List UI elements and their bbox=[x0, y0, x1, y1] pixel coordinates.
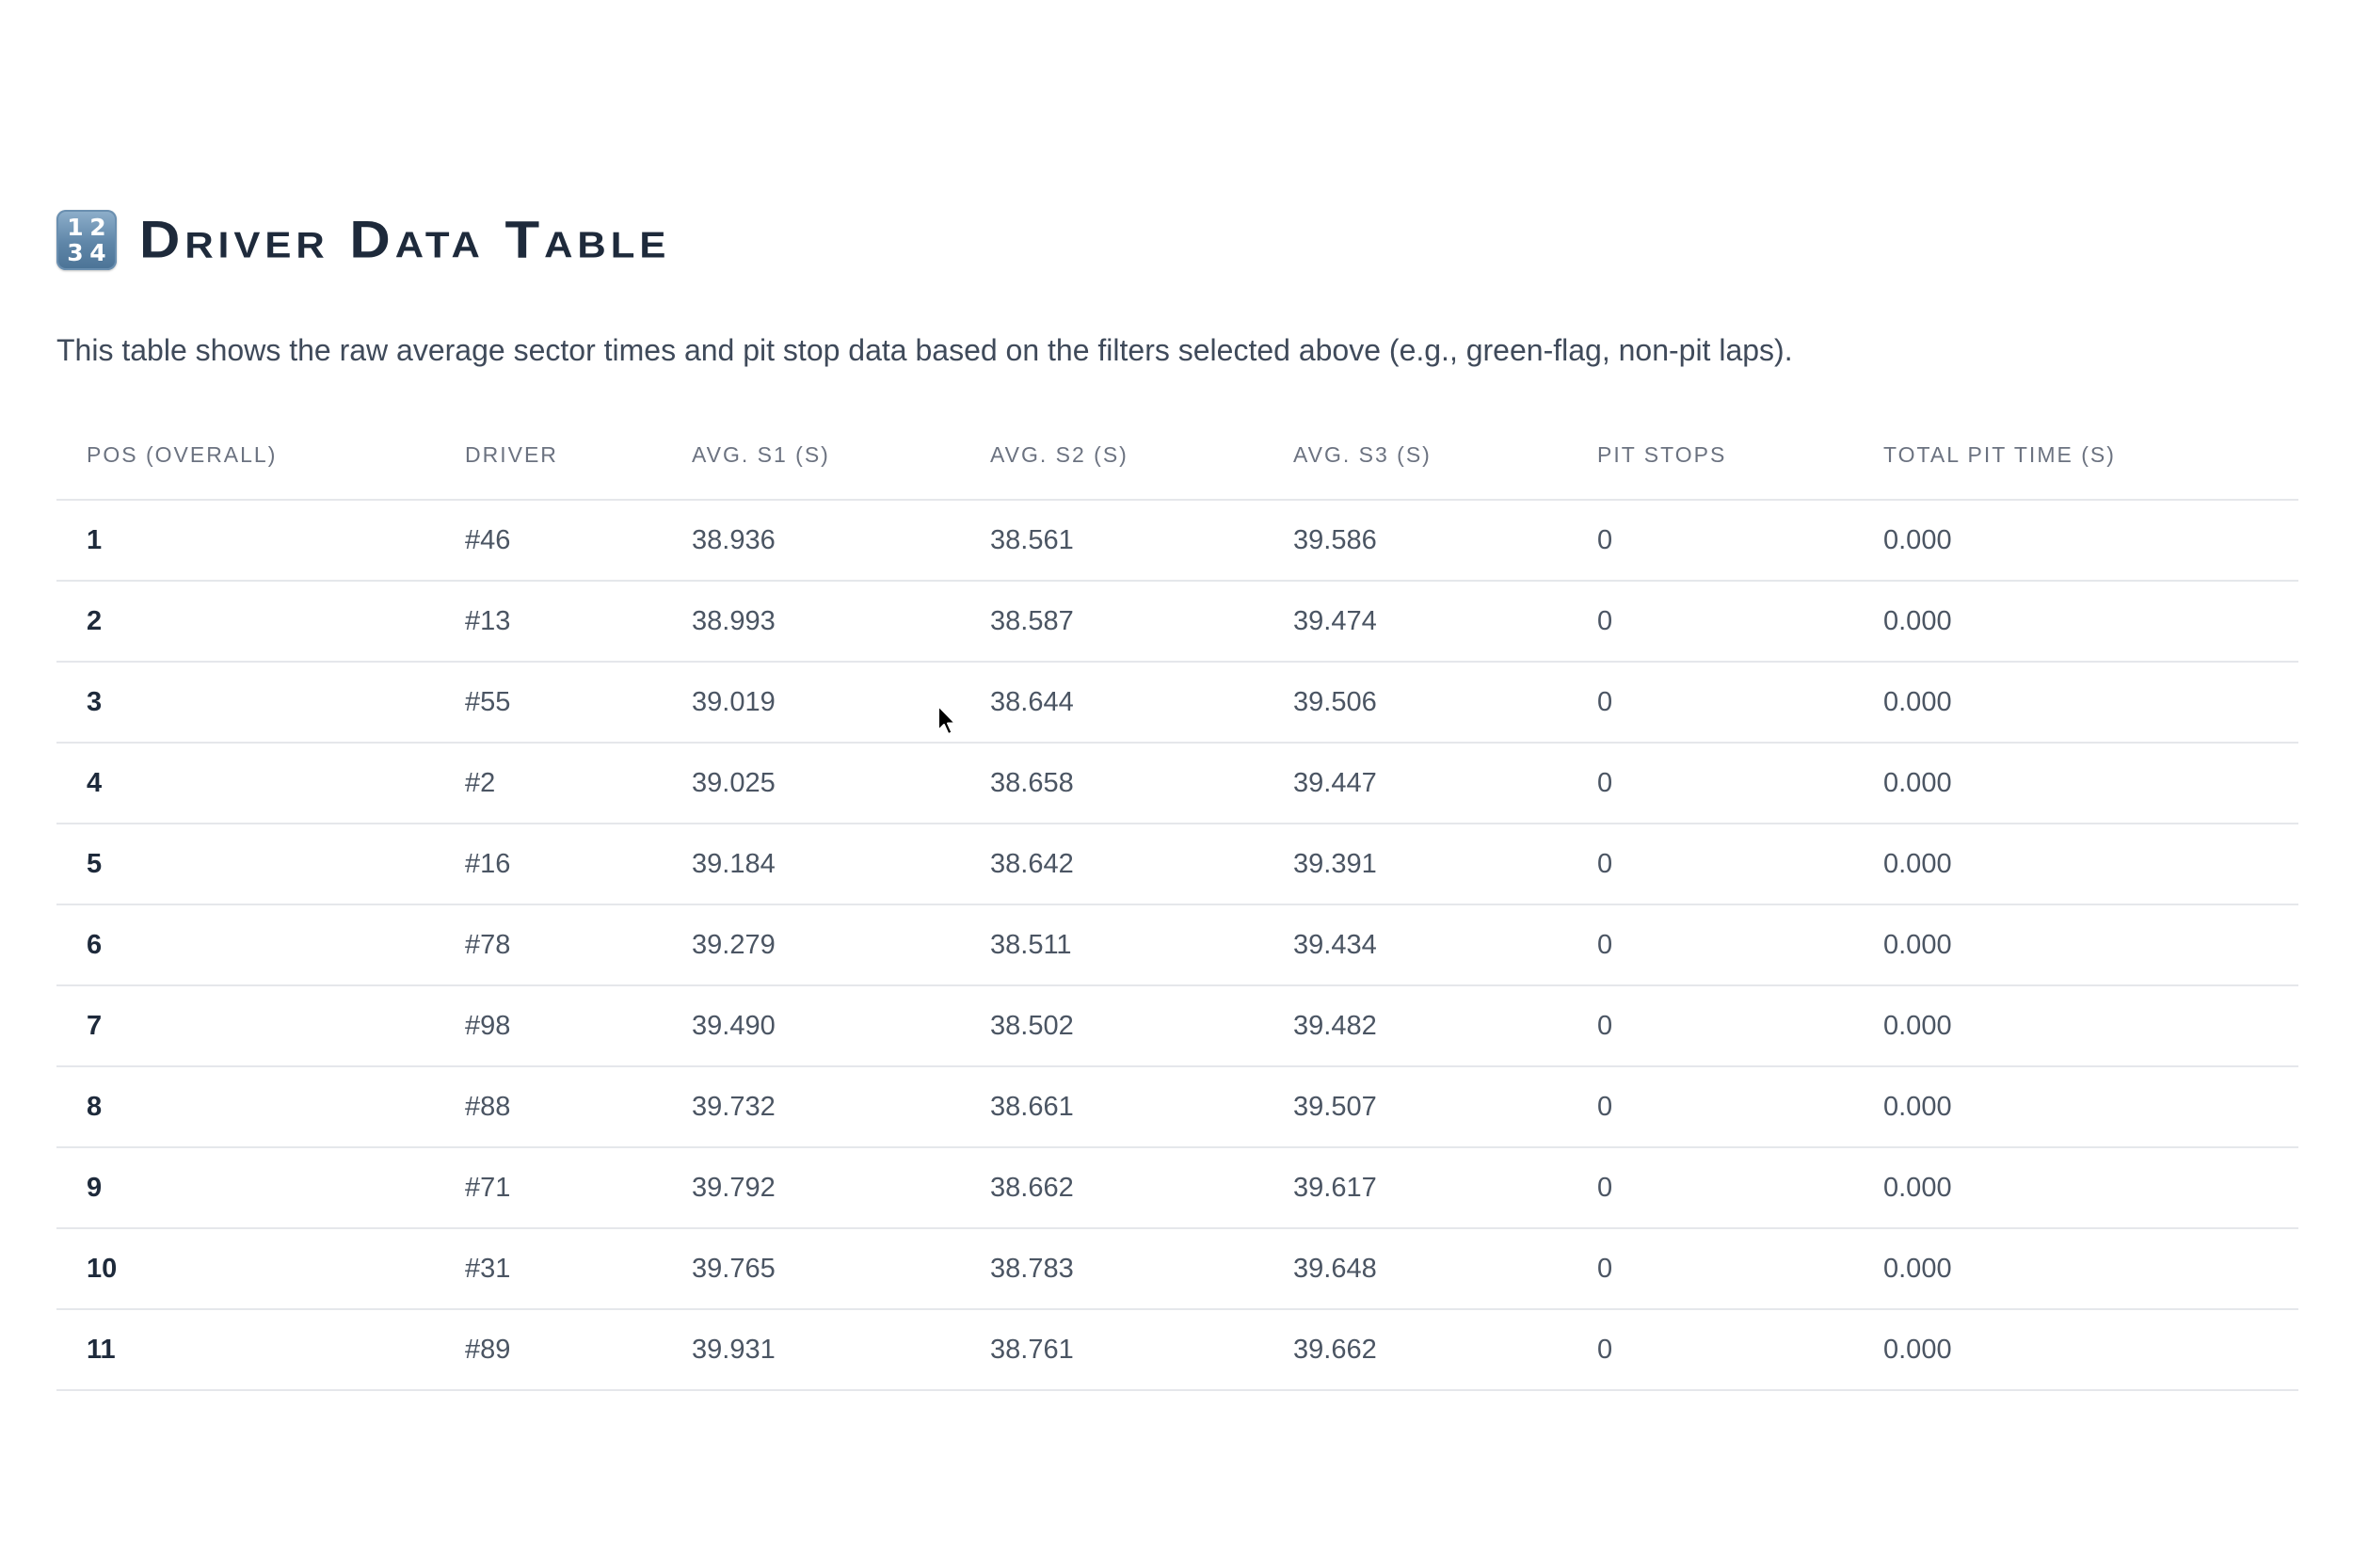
cell-pos: 8 bbox=[56, 1066, 435, 1147]
cell-total-pit-time: 0.000 bbox=[1853, 1309, 2298, 1390]
cell-avg-s3: 39.447 bbox=[1263, 743, 1567, 824]
table-row bbox=[56, 581, 2298, 662]
cell-avg-s3: 39.617 bbox=[1263, 1147, 1567, 1228]
cell-pos: 6 bbox=[56, 904, 435, 985]
cell-avg-s1: 39.279 bbox=[662, 904, 960, 985]
icon-digit: 1 bbox=[67, 214, 84, 241]
cell-pos: 9 bbox=[56, 1147, 435, 1228]
cell-avg-s3: 39.506 bbox=[1263, 662, 1567, 743]
cell-total-pit-time: 0.000 bbox=[1853, 581, 2298, 662]
cell-pit-stops: 0 bbox=[1567, 1309, 1853, 1390]
cell-pit-stops: 0 bbox=[1567, 1066, 1853, 1147]
column-header-pit-stops[interactable]: PIT STOPS bbox=[1567, 410, 1853, 500]
cell-pos: 11 bbox=[56, 1309, 435, 1390]
cell-avg-s2: 38.783 bbox=[960, 1228, 1263, 1309]
cell-pos: 10 bbox=[56, 1228, 435, 1309]
cell-avg-s1: 39.019 bbox=[662, 662, 960, 743]
cell-driver: #98 bbox=[435, 985, 662, 1066]
table-header bbox=[56, 410, 2298, 500]
icon-digit: 2 bbox=[89, 214, 106, 241]
cell-driver: #89 bbox=[435, 1309, 662, 1390]
cell-avg-s1: 39.765 bbox=[662, 1228, 960, 1309]
icon-digit: 4 bbox=[89, 239, 106, 266]
cell-avg-s2: 38.761 bbox=[960, 1309, 1263, 1390]
cell-driver: #88 bbox=[435, 1066, 662, 1147]
section-description: This table shows the raw average sector times and pit stop data based on the filters selected above (e.g., green-flag, non-pit laps). bbox=[56, 333, 1793, 367]
cell-avg-s2: 38.661 bbox=[960, 1066, 1263, 1147]
cell-pit-stops: 0 bbox=[1567, 985, 1853, 1066]
cell-total-pit-time: 0.000 bbox=[1853, 662, 2298, 743]
cell-avg-s1: 39.732 bbox=[662, 1066, 960, 1147]
cell-driver: #71 bbox=[435, 1147, 662, 1228]
column-header-total-pit-time[interactable]: TOTAL PIT TIME (S) bbox=[1853, 410, 2298, 500]
column-header-pos[interactable]: POS (OVERALL) bbox=[56, 410, 435, 500]
driver-data-section bbox=[56, 209, 2298, 1365]
cell-avg-s2: 38.644 bbox=[960, 662, 1263, 743]
cell-pos: 1 bbox=[56, 500, 435, 581]
cell-total-pit-time: 0.000 bbox=[1853, 824, 2298, 904]
cell-driver: #16 bbox=[435, 824, 662, 904]
section-title: Driver Data Table bbox=[139, 210, 671, 269]
cell-pos: 7 bbox=[56, 985, 435, 1066]
cell-total-pit-time: 0.000 bbox=[1853, 500, 2298, 581]
cell-pos: 3 bbox=[56, 662, 435, 743]
cell-driver: #78 bbox=[435, 904, 662, 985]
cell-avg-s3: 39.391 bbox=[1263, 824, 1567, 904]
cell-avg-s2: 38.587 bbox=[960, 581, 1263, 662]
icon-digit: 3 bbox=[67, 239, 84, 266]
cell-driver: #55 bbox=[435, 662, 662, 743]
cell-avg-s3: 39.507 bbox=[1263, 1066, 1567, 1147]
table-row bbox=[56, 743, 2298, 824]
section-heading bbox=[56, 209, 2298, 271]
cell-avg-s3: 39.648 bbox=[1263, 1228, 1567, 1309]
table-row bbox=[56, 824, 2298, 904]
cell-total-pit-time: 0.000 bbox=[1853, 1147, 2298, 1228]
cell-avg-s1: 39.931 bbox=[662, 1309, 960, 1390]
driver-data-table bbox=[56, 410, 2298, 1391]
cell-avg-s3: 39.586 bbox=[1263, 500, 1567, 581]
cell-avg-s2: 38.511 bbox=[960, 904, 1263, 985]
table-row bbox=[56, 1066, 2298, 1147]
cell-pit-stops: 0 bbox=[1567, 743, 1853, 824]
input-numbers-icon bbox=[56, 210, 117, 270]
cell-avg-s3: 39.474 bbox=[1263, 581, 1567, 662]
cell-pit-stops: 0 bbox=[1567, 824, 1853, 904]
cell-avg-s1: 39.184 bbox=[662, 824, 960, 904]
cell-avg-s3: 39.434 bbox=[1263, 904, 1567, 985]
cell-driver: #46 bbox=[435, 500, 662, 581]
cell-pit-stops: 0 bbox=[1567, 904, 1853, 985]
cell-avg-s3: 39.482 bbox=[1263, 985, 1567, 1066]
column-header-avg-s1[interactable]: AVG. S1 (S) bbox=[662, 410, 960, 500]
mouse-pointer-icon bbox=[936, 704, 959, 738]
column-header-avg-s3[interactable]: AVG. S3 (S) bbox=[1263, 410, 1567, 500]
cell-total-pit-time: 0.000 bbox=[1853, 743, 2298, 824]
cell-total-pit-time: 0.000 bbox=[1853, 904, 2298, 985]
cell-pit-stops: 0 bbox=[1567, 581, 1853, 662]
cell-total-pit-time: 0.000 bbox=[1853, 1066, 2298, 1147]
cell-avg-s3: 39.662 bbox=[1263, 1309, 1567, 1390]
cell-pit-stops: 0 bbox=[1567, 662, 1853, 743]
cell-pit-stops: 0 bbox=[1567, 500, 1853, 581]
cell-avg-s2: 38.502 bbox=[960, 985, 1263, 1066]
table-row bbox=[56, 500, 2298, 581]
column-header-avg-s2[interactable]: AVG. S2 (S) bbox=[960, 410, 1263, 500]
cell-pos: 2 bbox=[56, 581, 435, 662]
table-row bbox=[56, 1309, 2298, 1390]
cell-total-pit-time: 0.000 bbox=[1853, 1228, 2298, 1309]
cell-pit-stops: 0 bbox=[1567, 1147, 1853, 1228]
cell-avg-s1: 39.025 bbox=[662, 743, 960, 824]
cell-pos: 4 bbox=[56, 743, 435, 824]
column-header-driver[interactable]: DRIVER bbox=[435, 410, 662, 500]
cell-avg-s2: 38.658 bbox=[960, 743, 1263, 824]
cell-avg-s1: 38.936 bbox=[662, 500, 960, 581]
cell-driver: #13 bbox=[435, 581, 662, 662]
cell-driver: #31 bbox=[435, 1228, 662, 1309]
table-header-row bbox=[56, 410, 2298, 500]
cell-total-pit-time: 0.000 bbox=[1853, 985, 2298, 1066]
cell-avg-s1: 39.490 bbox=[662, 985, 960, 1066]
cell-pit-stops: 0 bbox=[1567, 1228, 1853, 1309]
cell-pos: 5 bbox=[56, 824, 435, 904]
table-row bbox=[56, 1228, 2298, 1309]
cell-driver: #2 bbox=[435, 743, 662, 824]
table-row bbox=[56, 1147, 2298, 1228]
table-body bbox=[56, 500, 2298, 1390]
table-row bbox=[56, 904, 2298, 985]
cell-avg-s1: 38.993 bbox=[662, 581, 960, 662]
table-row bbox=[56, 662, 2298, 743]
table-row bbox=[56, 985, 2298, 1066]
cell-avg-s2: 38.662 bbox=[960, 1147, 1263, 1228]
cell-avg-s2: 38.561 bbox=[960, 500, 1263, 581]
cell-avg-s1: 39.792 bbox=[662, 1147, 960, 1228]
cell-avg-s2: 38.642 bbox=[960, 824, 1263, 904]
